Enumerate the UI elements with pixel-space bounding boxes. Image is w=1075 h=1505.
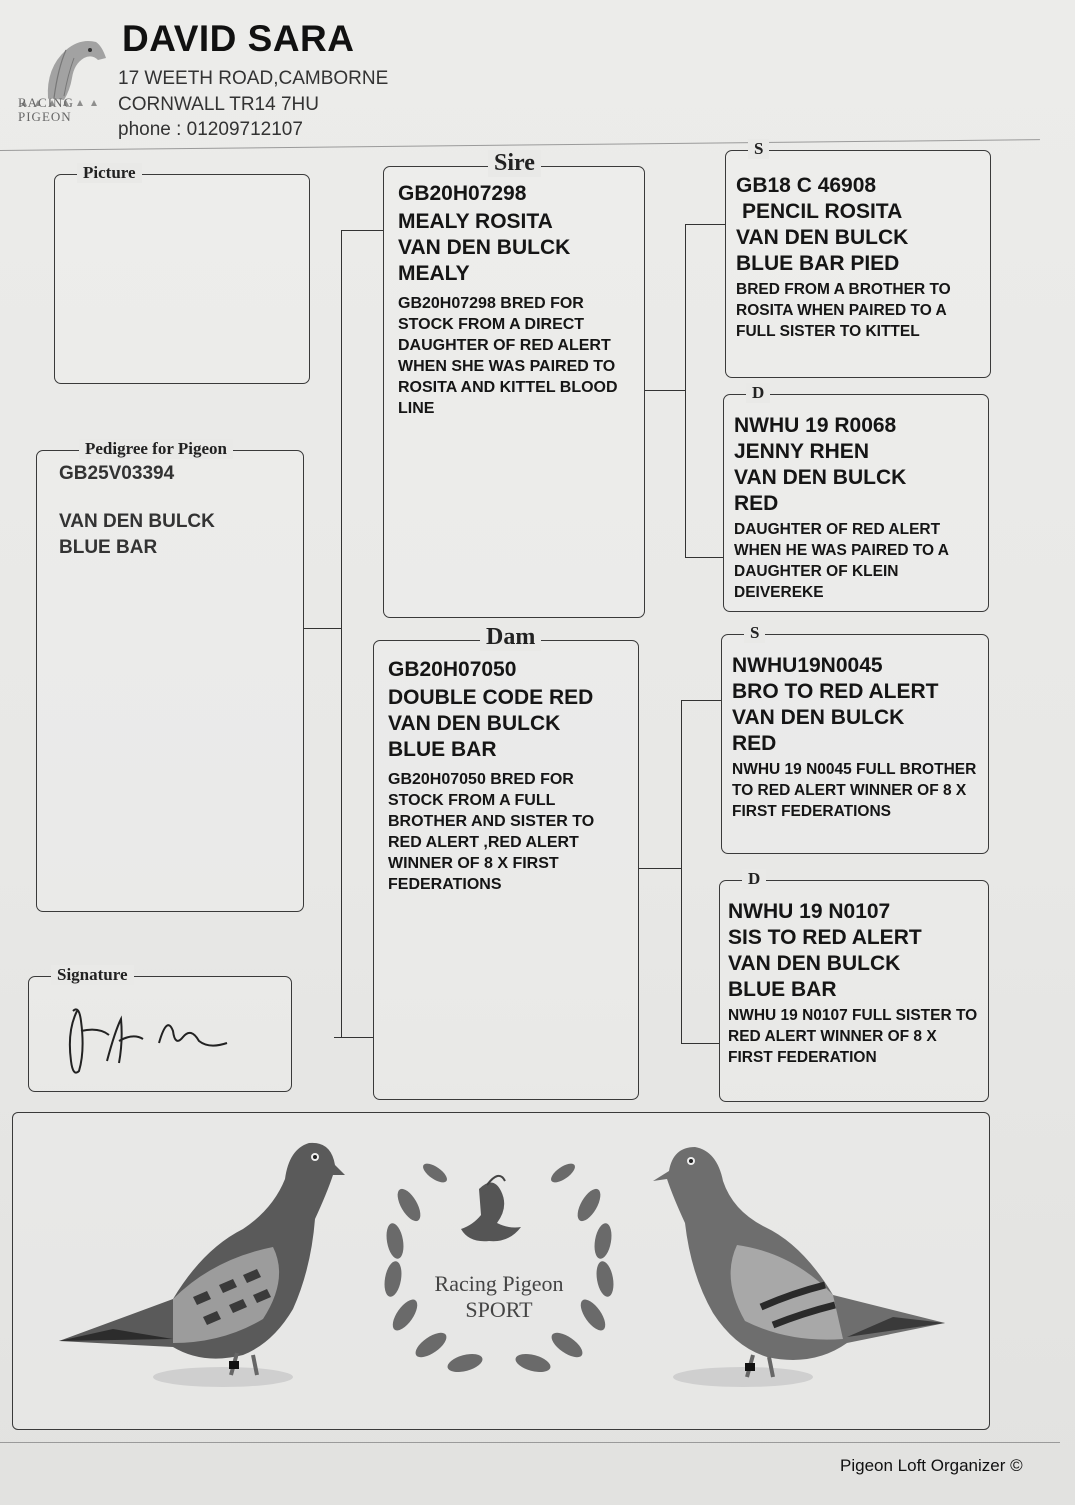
sire-ring-number: GB20H07298 (398, 182, 527, 205)
emblem-line-1: Racing Pigeon (434, 1271, 564, 1296)
sire-sire-notes: BRED FROM A BROTHER TO ROSITA WHEN PAIRED TO A FULL SISTER TO KITTEL (736, 281, 951, 340)
connector-to-sire (341, 230, 383, 231)
sire-dam-notes: DAUGHTER OF RED ALERT WHEN HE WAS PAIRED TO A DAUGHTER OF KLEIN DEIVEREKE (734, 521, 949, 601)
dam-label: Dam (480, 624, 541, 651)
sire-sire-box (725, 139, 991, 378)
dam-sire-box (721, 623, 989, 854)
sire-dam-label: D (746, 383, 770, 403)
dam-box (373, 624, 639, 1100)
sire-dam-ring-number: NWHU 19 R0068 (734, 414, 897, 437)
sire-box (383, 150, 645, 618)
subject-strain: VAN DEN BULCK (59, 511, 215, 532)
pigeon-bluebar-icon (633, 1127, 953, 1397)
sire-sire-color: BLUE BAR PIED (736, 252, 900, 275)
dam-dam-ring-number: NWHU 19 N0107 (728, 900, 891, 923)
address-line-2: CORNWALL TR14 7HU (118, 94, 319, 115)
sire-sire-ring-number: GB18 C 46908 (736, 174, 877, 197)
picture-label: Picture (77, 163, 142, 183)
wreath-icon (369, 1145, 629, 1385)
dam-sire-notes: NWHU 19 N0045 FULL BROTHER TO RED ALERT WINNER OF 8 X FIRST FEDERATIONS (732, 761, 977, 820)
dam-sire-strain: VAN DEN BULCK (732, 706, 905, 729)
dam-ring-number: GB20H07050 (388, 658, 517, 681)
connector-to-sire-sire (685, 224, 725, 225)
sire-color: MEALY (398, 262, 470, 285)
subject-color: BLUE BAR (59, 537, 158, 558)
sire-dam-strain: VAN DEN BULCK (734, 466, 907, 489)
signature-image (59, 991, 239, 1083)
sire-dam-name: JENNY RHEN (734, 440, 869, 463)
connector-dam-grandparents (681, 700, 682, 1044)
dam-color: BLUE BAR (388, 738, 497, 761)
emblem-panel (12, 1112, 990, 1430)
picture-box (54, 163, 310, 384)
dam-sire-color: RED (732, 732, 777, 755)
pigeon-checker-icon (53, 1129, 353, 1399)
logo-line-1: RACING (18, 95, 74, 110)
sire-sire-name: PENCIL ROSITA (742, 200, 903, 223)
sire-sire-strain: VAN DEN BULCK (736, 226, 909, 249)
dam-dam-notes: NWHU 19 N0107 FULL SISTER TO RED ALERT WINNER OF 8 X FIRST FEDERATION (728, 1007, 978, 1066)
dam-dam-name: SIS TO RED ALERT (728, 926, 922, 949)
emblem-line-2: SPORT (465, 1297, 533, 1322)
connector-sire-grandparents (685, 224, 686, 558)
dam-sire-ring-number: NWHU19N0045 (732, 654, 883, 677)
footer-credit: Pigeon Loft Organizer © (840, 1456, 1023, 1475)
sire-dam-color: RED (734, 492, 779, 515)
sire-notes: GB20H07298 BRED FOR STOCK FROM A DIRECT DAUGHTER OF RED ALERT WHEN SHE WAS PAIRED TO ROSITA AND KITTEL BLOOD LINE (398, 295, 618, 417)
dam-strain: VAN DEN BULCK (388, 712, 561, 735)
dam-dam-box (719, 869, 989, 1102)
signature-box (28, 965, 292, 1092)
connector-to-dam (334, 1037, 374, 1038)
footer-divider (0, 1442, 1060, 1443)
sire-label: Sire (488, 150, 541, 177)
sire-strain: VAN DEN BULCK (398, 236, 571, 259)
breeder-name: DAVID SARA (122, 18, 355, 59)
dam-notes: GB20H07050 BRED FOR STOCK FROM A FULL BROTHER AND SISTER TO RED ALERT ,RED ALERT WINNER OF 8 X FIRST FEDERATIONS (388, 771, 595, 893)
connector-dam-out (639, 868, 681, 869)
connector-to-dam-sire (681, 700, 721, 701)
pedigree-label: Pedigree for Pigeon (79, 439, 233, 459)
connector-parents (341, 230, 342, 1038)
dam-dam-strain: VAN DEN BULCK (728, 952, 901, 975)
subject-ring-number: GB25V03394 (59, 463, 175, 484)
sire-name: MEALY ROSITA (398, 210, 553, 233)
dam-name: DOUBLE CODE RED (388, 686, 594, 709)
sire-sire-label: S (748, 139, 769, 159)
dam-sire-label: S (744, 623, 765, 643)
signature-label: Signature (51, 965, 134, 985)
sire-dam-box (723, 383, 989, 612)
dam-dam-label: D (742, 869, 766, 889)
subject-pigeon-box (36, 439, 304, 912)
address-line-1: 17 WEETH ROAD,CAMBORNE (118, 68, 389, 89)
dam-dam-color: BLUE BAR (728, 978, 837, 1001)
connector-to-sire-dam (685, 557, 723, 558)
logo-line-2: PIGEON (18, 109, 72, 124)
connector-sire-out (645, 390, 685, 391)
logo-wordmark (18, 96, 74, 124)
phone-number: phone : 01209712107 (118, 119, 303, 140)
dam-sire-name: BRO TO RED ALERT (732, 680, 939, 703)
connector-to-dam-dam (681, 1043, 719, 1044)
eagle-logo-icon (18, 28, 110, 148)
connector-subject (304, 628, 342, 629)
